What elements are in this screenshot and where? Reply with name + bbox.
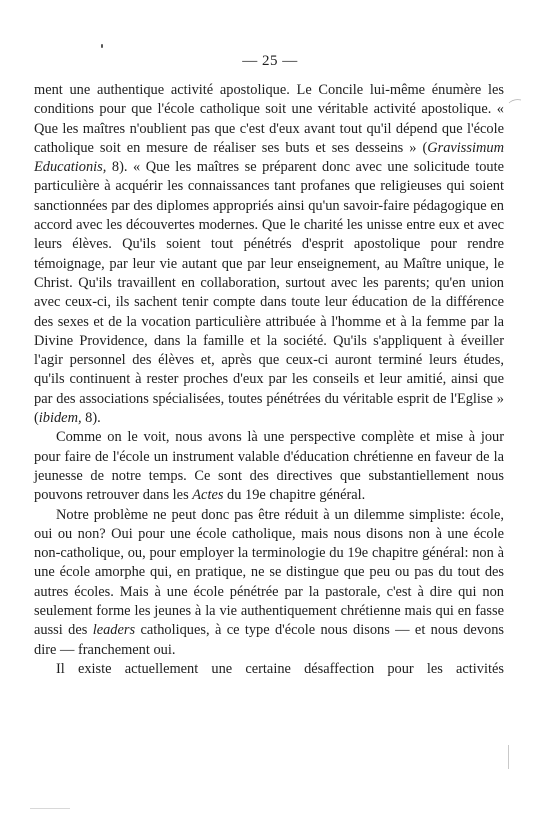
paragraph — [34, 660, 504, 679]
paragraph — [34, 81, 504, 428]
paragraph-text: Notre problème ne peut donc pas être réduit à un dilemme simpliste: école, oui ou non? Oui pour une école catholique, mais nous disons non à une école non-catholique, ou, pour employer la terminologie du 19e chapitre général: non à une école amorphe qui, en pratique, ne se distingue que peu ou pas du tout des autres écoles. Mais à une école pénétrée par la pastorale, c'est à dire qui non seulement forme les jeunes à la vie authentiquement chrétienne mais qui en fasse aussi des — [34, 506, 504, 639]
ink-speck — [101, 44, 103, 48]
italic-citation: ibidem, — [38, 410, 82, 427]
paragraph — [34, 428, 504, 505]
paragraph-text: 8). « Que les maîtres se préparent donc avec une solicitude toute particulière à acquérir les connaissances tant profanes que religieuses qui soient sanctionnées par des diplomes appropriés ainsi qu'un savoir-faire pédagogique en accord avec les découvertes modernes. Que le charité les unisse entre eux et avec leurs élèves. Qu'ils soient tout pénétrés d'esprit apostolique pour rendre témoignage, par leur vie autant que par leur enseignement, au Maître unique, le Christ. Qu'ils travaillent en collaboration, surtout avec les parents; qu'en union avec ceux-ci, ils sachent tenir compte dans toute leur éducation de la différence des sexes et de la vocation particulière attribuée à l'homme et à la femme par la Divine Providence, dans la famille et la société. Qu'ils s'appliquent à éveiller l'agir personnel des élèves et, après que ceux-ci auront terminé leurs études, qu'ils continuent à rester proches d'eux par les conseils et leur amitié, ainsi que par des associations spécialisées, toutes pénétrées du véritable esprit de l'Eglise » ( — [34, 159, 504, 427]
paragraph-text: 8). — [81, 410, 101, 427]
paragraph-text: catholiques, à ce type d'école nous disons — et nous devons dire — franchement oui. — [34, 622, 504, 658]
page-number: — 25 — — [242, 53, 298, 69]
paragraph-text: ment une authentique activité apostolique. Le Concile lui-même énumère les conditions pour que l'école catholique soit une véritable activité apostolique. « Que les maîtres n'oublient pas que c'est d'eux avant tout qu'il dépend que l'école catholique soit en mesure de réaliser ses buts et ses desseins » ( — [34, 82, 504, 156]
margin-pencil-mark — [508, 98, 522, 104]
italic-citation: Actes — [192, 487, 224, 504]
scan-edge-line — [30, 808, 70, 809]
paragraph-text: Il existe actuellement une certaine désaffection pour les activités — [56, 660, 504, 677]
paragraph-text: du 19e chapitre général. — [223, 487, 366, 504]
italic-term: leaders — [92, 622, 136, 639]
margin-tick — [508, 745, 509, 769]
paragraph-text: Comme on le voit, nous avons là une perspective complète et mise à jour pour faire de l'école un instrument valable d'éducation chrétienne en faveur de la jeunesse de notre temps. Ce sont des directives que substantiellement nous pouvons retrouver dans les — [34, 429, 504, 504]
paragraph — [34, 506, 504, 660]
italic-citation: Gravissimum Educationis, — [34, 139, 504, 176]
document-body — [34, 81, 504, 679]
